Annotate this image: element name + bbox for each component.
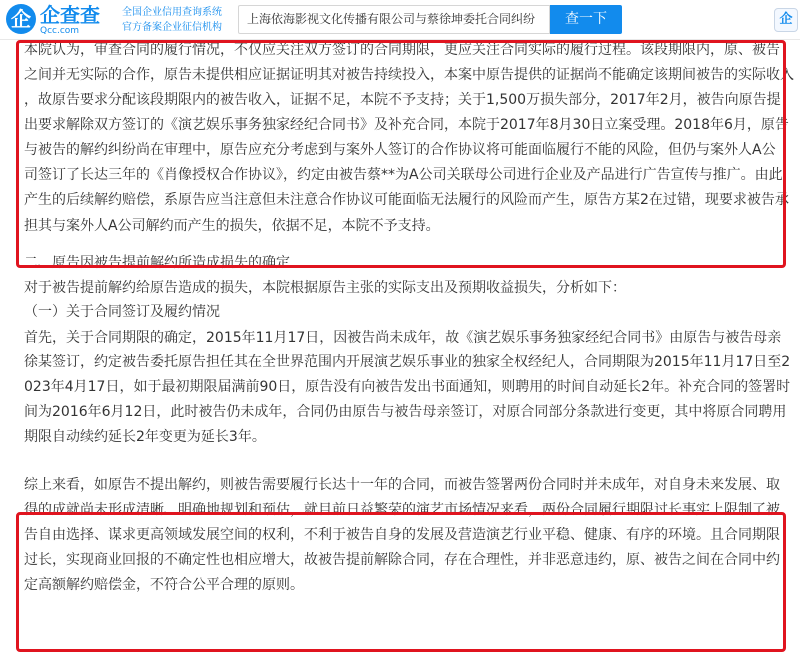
paragraph-line: 与被告的解约纠纷尚在审理中，原告应充分考虑到与案外人签订的合作协议将可能面临履行不能的风险，但仍与案外人A公 xyxy=(24,142,776,158)
paragraph-line: 期限自动续约延长2年变更为延长3年。 xyxy=(24,429,266,445)
subsection-heading: （一）关于合同签订及履约情况 xyxy=(24,304,220,320)
search-button[interactable]: 查一下 xyxy=(550,5,622,34)
brand-tagline xyxy=(122,5,222,35)
paragraph-line: 出要求解除双方签订的《演艺娱乐事务独家经纪合同书》及补充合同，本院于2017年8月30日立案受理。2018年6月，原告 xyxy=(24,117,789,133)
paragraph-line: 间为2016年6月12日，此时被告仍未成年，合同仍由原告与被告母亲签订，对原合同部分条款进行变更，其中将原合同聘用 xyxy=(24,404,787,420)
section-heading: 二、原告因被告提前解约所造成损失的确定 xyxy=(24,255,290,271)
paragraph-line: 综上来看，如原告不提出解约，则被告需要履行长达十一年的合同，而被告签署两份合同时并未成年，对自身未来发展、取 xyxy=(24,477,780,493)
qcc-logo-icon[interactable]: 企 xyxy=(6,4,36,34)
paragraph-line: 对于被告提前解约给原告造成的损失，本院根据原告主张的实际支出及预期收益损失，分析如下： xyxy=(24,280,626,296)
tagline-line-2: 官方备案企业征信机构 xyxy=(122,22,222,33)
paragraph-line: 023年4月17日，如于最初期限届满前90日，原告没有向被告发出书面通知，则聘用的时间自动延长2年。补充合同的签署时 xyxy=(24,379,791,395)
site-header xyxy=(0,0,800,40)
paragraph-line: 徐某签订，约定被告委托原告担任其在全世界范围内开展演艺娱乐事业的独家全权经纪人，合同期限为2015年11月17日至2 xyxy=(24,354,791,370)
paragraph-line: 本院认为，审查合同的履行情况，不仅应关注双方签订的合同期限，更应关注合同实际的履行过程。该段期限内，原、被告 xyxy=(24,42,780,58)
brand-domain: Qcc.com xyxy=(40,26,80,36)
paragraph-line: 过长，实现商业回报的不确定性也相应增大，故被告提前解除合同，存在合理性，并非恶意违约，原、被告之间在合同中约 xyxy=(24,552,780,568)
paragraph-line: 司签订了长达三年的《肖像授权合作协议》，约定由被告蔡**为A公司关联母公司进行企业及产品进行广告宣传与推广。由此 xyxy=(24,167,783,183)
paragraph-line: ，故原告要求分配该段期限内的被告收入，证据不足，本院不予支持；关于1,500万损失部分，2017年2月，被告向原告提 xyxy=(24,92,781,108)
paragraph-line: 之间并无实际的合作，原告未提供相应证据证明其对被告持续投入，本案中原告提供的证据尚不能确定该期间被告的实际收入 xyxy=(24,67,794,83)
paragraph-line: 得的成就尚未形成清晰、明确地规划和预估，就目前日益繁荣的演艺市场情况来看，两份合同履行期限过长事实上限制了被 xyxy=(24,502,780,518)
paragraph-line: 担其与案外人A公司解约而产生的损失，依据不足，本院不予支持。 xyxy=(24,218,440,234)
paragraph-line: 产生的后续解约赔偿，系原告应当注意但未注意合作协议可能面临无法履行的风险而产生，原告方某2在过错，现要求被告承 xyxy=(24,192,789,208)
paragraph-line: 定高额解约赔偿金，不符合公平合理的原则。 xyxy=(24,577,304,593)
highlight-box-upper xyxy=(16,40,786,268)
app-download-icon[interactable]: 企 xyxy=(774,8,798,32)
paragraph-line: 首先，关于合同期限的确定，2015年11月17日，因被告尚未成年，故《演艺娱乐事务独家经纪合同书》由原告与被告母亲 xyxy=(24,330,782,346)
tagline-line-1: 全国企业信用查询系统 xyxy=(122,7,222,18)
search-input[interactable]: 上海依海影视文化传播有限公司与蔡徐坤委托合同纠纷 xyxy=(238,5,550,34)
brand-name[interactable]: 企查查 xyxy=(40,3,100,27)
paragraph-line: 告自由选择、谋求更高领域发展空间的权利，不利于被告自身的发展及营造演艺行业平稳、健康、有序的环境。且合同期限 xyxy=(24,527,780,543)
highlight-box-lower xyxy=(16,512,786,652)
